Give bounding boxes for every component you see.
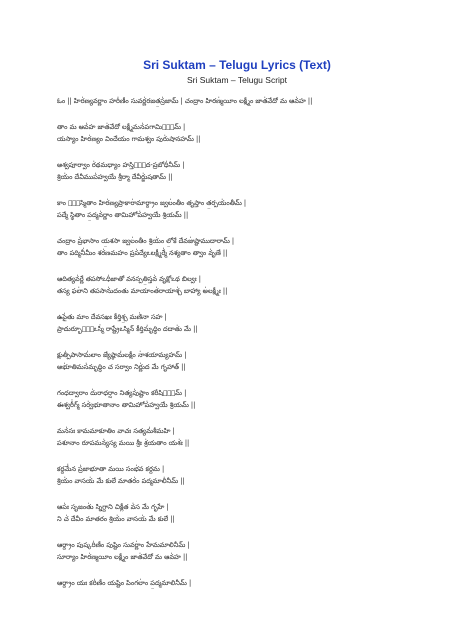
- verse-block: [57, 463, 437, 487]
- verse-line: కాం సో॓స్మితాం హిర॑ణ్యప్రాకారా॑మార్ద్రాం జ్వలం॑తీం తృప్తాం త॒ర్పయం॑తీమ్ |: [57, 199, 247, 207]
- verse-line: మన॑సః కామమాకూతిం వాచః సత్యమ॑శీమహి |: [57, 427, 175, 435]
- verse-block: [57, 577, 437, 589]
- verse-line: యస్యాం హిర॑ణ్యం విందేయం గామశ్వం పురు॑షానహమ్ ||: [57, 135, 201, 143]
- verse-line: ఓం || హిర॑ణ్యవర్ణాం హరి॑ణీం సువర్ణ॑రజత॒స్ర॑జామ్ | చంద్రాం హిరణ్మ॑యీం లక్ష్మీం జాత॑వేదో మ ఆవ॑హ ||: [57, 97, 313, 105]
- verse-block: [57, 197, 437, 221]
- verse-block: [57, 387, 437, 411]
- verse-line: సూర్యాం హిర॑ణ్మయీం లక్ష్మీం జాత॑వేదో మ ఆవ॑హ ||: [57, 553, 188, 561]
- verse-line: ఉపై॑తు మాం దేవసఖః కీర్తిశ్చ॒ మణి॑నా సహ |: [57, 313, 167, 321]
- verse-line: ఆర్ద్రాం పుష్కరి॑ణీం పుష్టిం సువర్ణాం॑ హేమమాలినీమ్ |: [57, 541, 190, 549]
- verse-block: [57, 235, 437, 259]
- verse-line: క్షుత్పి॑పాసామ॑లాం జ్యేష్ఠామ॑లక్షీం నా॑శయామ్యహమ్ |: [57, 351, 187, 359]
- verse-line: తస్య ఫలా॑ని తపసాను॑దంతు మాయాంత॑రాయాశ్చ॑ బాహ్యా అ॑లక్ష్మీః ||: [57, 287, 228, 295]
- verse-line: ఆదిత్యవ॑ర్ణే తపసోఽధి॑జాతో వనస్పతి॒స్తవ॑ వృక్షోఽథ బిల్వః |: [57, 275, 201, 283]
- verse-line: ఆపః॑ సృజంతు॑ స్నిగ్దాని చిక్లీత వ॑స మే గృహే |: [57, 503, 169, 511]
- verse-list: [57, 95, 437, 603]
- verse-line: పద్మే స్థితాం ప॒ద్మవ॑ర్ణాం తామిహోప॑హ్వయే శ్రియమ్ ||: [57, 211, 189, 219]
- verse-block: [57, 539, 437, 563]
- verse-block: [57, 311, 437, 335]
- verse-block: [57, 95, 437, 107]
- verse-line: శ్రియం॑ వాసయ॑ మే కులే మాతరం॑ పద్మమాలి॑నీమ్ ||: [57, 477, 185, 485]
- verse-line: తాం పద్మినీ॑మీం శర॑ణమహం ప్రప॑ద్యేఽలక్ష్మీర్మే॑ నశ్యతాం త్వాం వృ॑ణే ||: [57, 249, 228, 257]
- verse-block: [57, 425, 437, 449]
- verse-block: [57, 501, 437, 525]
- verse-line: ఆర్ద్రాం యః కరి॑ణీం యష్టిం పింగలాం॑ ప॒ద్మమాలినీమ్ |: [57, 579, 192, 587]
- verse-line: శ్రియం॑ దేవీముప॑హ్వయే శ్రీర్మా దేవీర్జు॑షతామ్ ||: [57, 173, 173, 181]
- verse-line: చంద్రాం ప్ర॑భాసాం య॒శసా జ్వలం॑తీం శ్రియం॑ లో॒కే దేవజు॑ష్టాముదారామ్ |: [57, 237, 235, 245]
- verse-line: తాం మ ఆవ॑హ జాత॑వేదో లక్ష్మీమన॑పగామినీ॓మ్ |: [57, 123, 186, 131]
- verse-line: అభూ॑తిమస॑మృద్ధిం చ సర్వాం నిర్ణు॑ద మే గృహాత్ ||: [57, 363, 186, 371]
- verse-line: ఈశ్వరీ॑గ్మ్ సర్వ॑భూతానాం తామిహోప॑హ్వయే శ్రియమ్ ||: [57, 401, 196, 409]
- verse-line: గంధద్వారాం దు॑రాధర్షాం నిత్యపు॑ష్టాం కరీషిణీ॓మ్ |: [57, 389, 187, 397]
- verse-line: పశూనాం రూపమన్య॑స్య మయి శ్రీః శ్ర॑యతాం యశః॑ ||: [57, 439, 190, 447]
- verse-line: అశ్వపూర్వాం ర॑థమధ్యాం హస్తినా॓ద-ప్రబోధి॑నీమ్ |: [57, 161, 185, 169]
- page-title: Sri Suktam – Telugu Lyrics (Text): [143, 58, 331, 72]
- page-subtitle: Sri Suktam – Telugu Script: [187, 75, 287, 85]
- verse-block: [57, 273, 437, 297]
- verse-block: [57, 121, 437, 145]
- verse-line: ప్రాదుర్భూతో॓ఽస్మి॑ రాష్ట్రేఽస్మిన్ కీర్తిమృ॑ద్ధిం దదాతు॑ మే ||: [57, 325, 198, 333]
- verse-line: కర్దమే॑న ప్ర॑జాభూతా మయి సంభ॑వ కర్దమ |: [57, 465, 165, 473]
- verse-block: [57, 159, 437, 183]
- verse-block: [57, 349, 437, 373]
- verse-line: ని చ॑ దేవీం మాతరం శ్రియం॑ వాసయ॑ మే కులే ||: [57, 515, 175, 523]
